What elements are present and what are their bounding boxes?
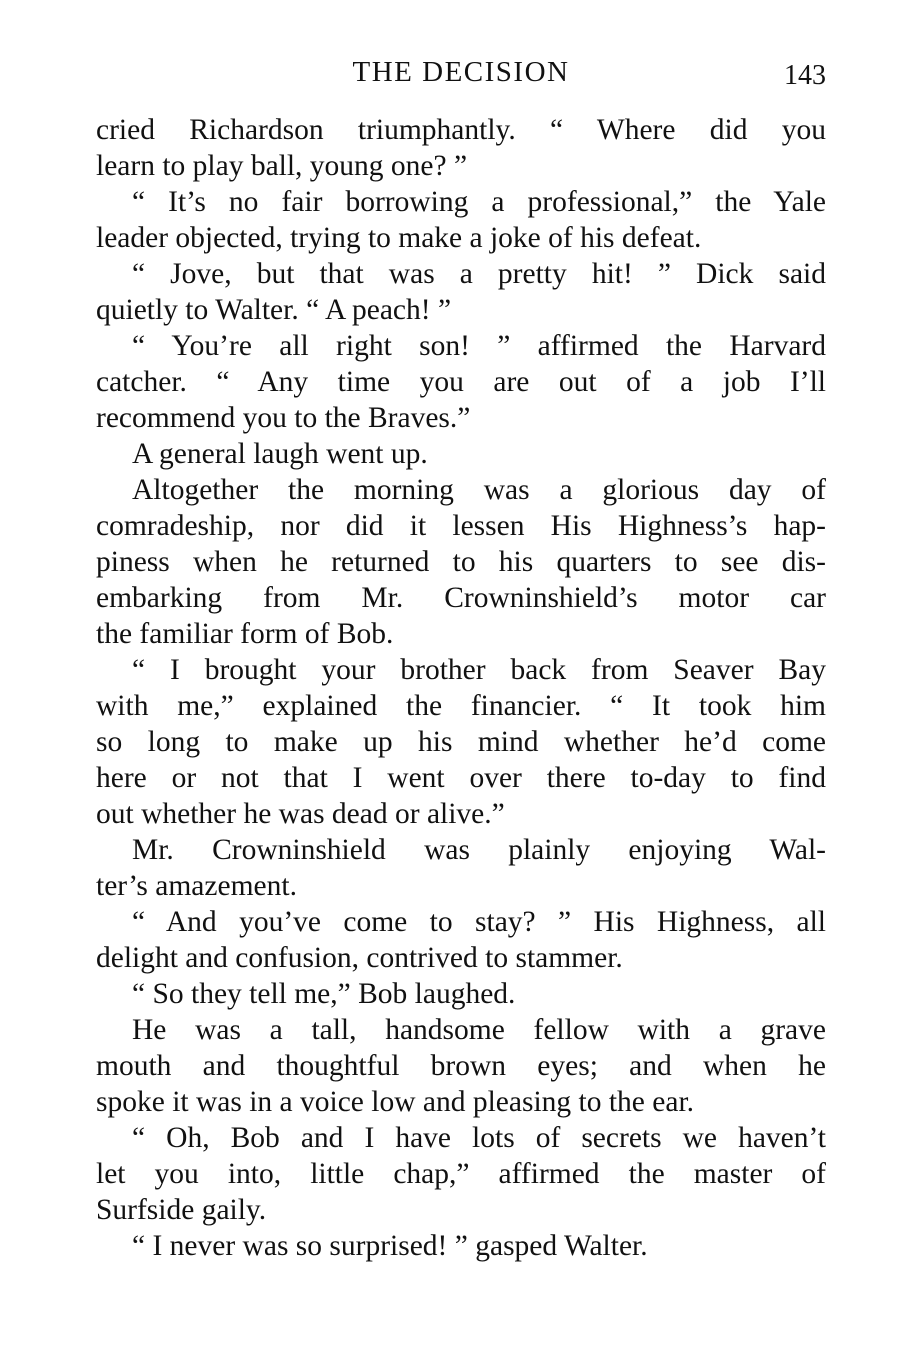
- text-line: let you into, little chap,” affirmed the master of: [96, 1158, 826, 1190]
- text-line: “ I never was so surprised! ” gasped Walter.: [132, 1230, 648, 1262]
- running-head: THE DECISION: [352, 56, 570, 88]
- text-line: here or not that I went over there to-day to find: [96, 762, 826, 794]
- text-line: with me,” explained the financier. “ It took him: [96, 690, 826, 722]
- text-line: comradeship, nor did it lessen His Highness’s hap-: [96, 510, 826, 542]
- text-line: A general laugh went up.: [132, 438, 428, 470]
- text-line: “ It’s no fair borrowing a professional,” the Yale: [132, 186, 826, 218]
- text-line: quietly to Walter. “ A peach! ”: [96, 294, 452, 326]
- text-line: so long to make up his mind whether he’d come: [96, 726, 826, 758]
- text-line: learn to play ball, young one? ”: [96, 150, 468, 182]
- text-line: Altogether the morning was a glorious day of: [132, 474, 826, 506]
- text-line: “ You’re all right son! ” affirmed the Harvard: [132, 330, 826, 362]
- text-line: cried Richardson triumphantly. “ Where did you: [96, 114, 826, 146]
- text-line: out whether he was dead or alive.”: [96, 798, 505, 830]
- text-line: piness when he returned to his quarters to see dis-: [96, 546, 826, 578]
- text-line: “ I brought your brother back from Seaver Bay: [132, 654, 826, 686]
- text-line: “ So they tell me,” Bob laughed.: [132, 978, 516, 1010]
- text-line: “ And you’ve come to stay? ” His Highness, all: [132, 906, 826, 938]
- text-line: Mr. Crowninshield was plainly enjoying Wal-: [132, 834, 826, 866]
- text-line: leader objected, trying to make a joke of his defeat.: [96, 222, 702, 254]
- page-header: [96, 56, 826, 96]
- text-line: recommend you to the Braves.”: [96, 402, 471, 434]
- text-line: He was a tall, handsome fellow with a grave: [132, 1014, 826, 1046]
- text-line: Surfside gaily.: [96, 1194, 267, 1226]
- text-line: delight and confusion, contrived to stammer.: [96, 942, 623, 974]
- text-line: mouth and thoughtful brown eyes; and when he: [96, 1050, 826, 1082]
- text-line: “ Jove, but that was a pretty hit! ” Dick said: [132, 258, 826, 290]
- body-text: [96, 112, 826, 1264]
- text-line: embarking from Mr. Crowninshield’s motor car: [96, 582, 826, 614]
- text-line: spoke it was in a voice low and pleasing to the ear.: [96, 1086, 695, 1118]
- page-number: 143: [784, 60, 826, 91]
- text-line: catcher. “ Any time you are out of a job I’ll: [96, 366, 826, 398]
- text-line: “ Oh, Bob and I have lots of secrets we haven’t: [132, 1122, 826, 1154]
- text-line: the familiar form of Bob.: [96, 618, 394, 650]
- text-line: ter’s amazement.: [96, 870, 297, 902]
